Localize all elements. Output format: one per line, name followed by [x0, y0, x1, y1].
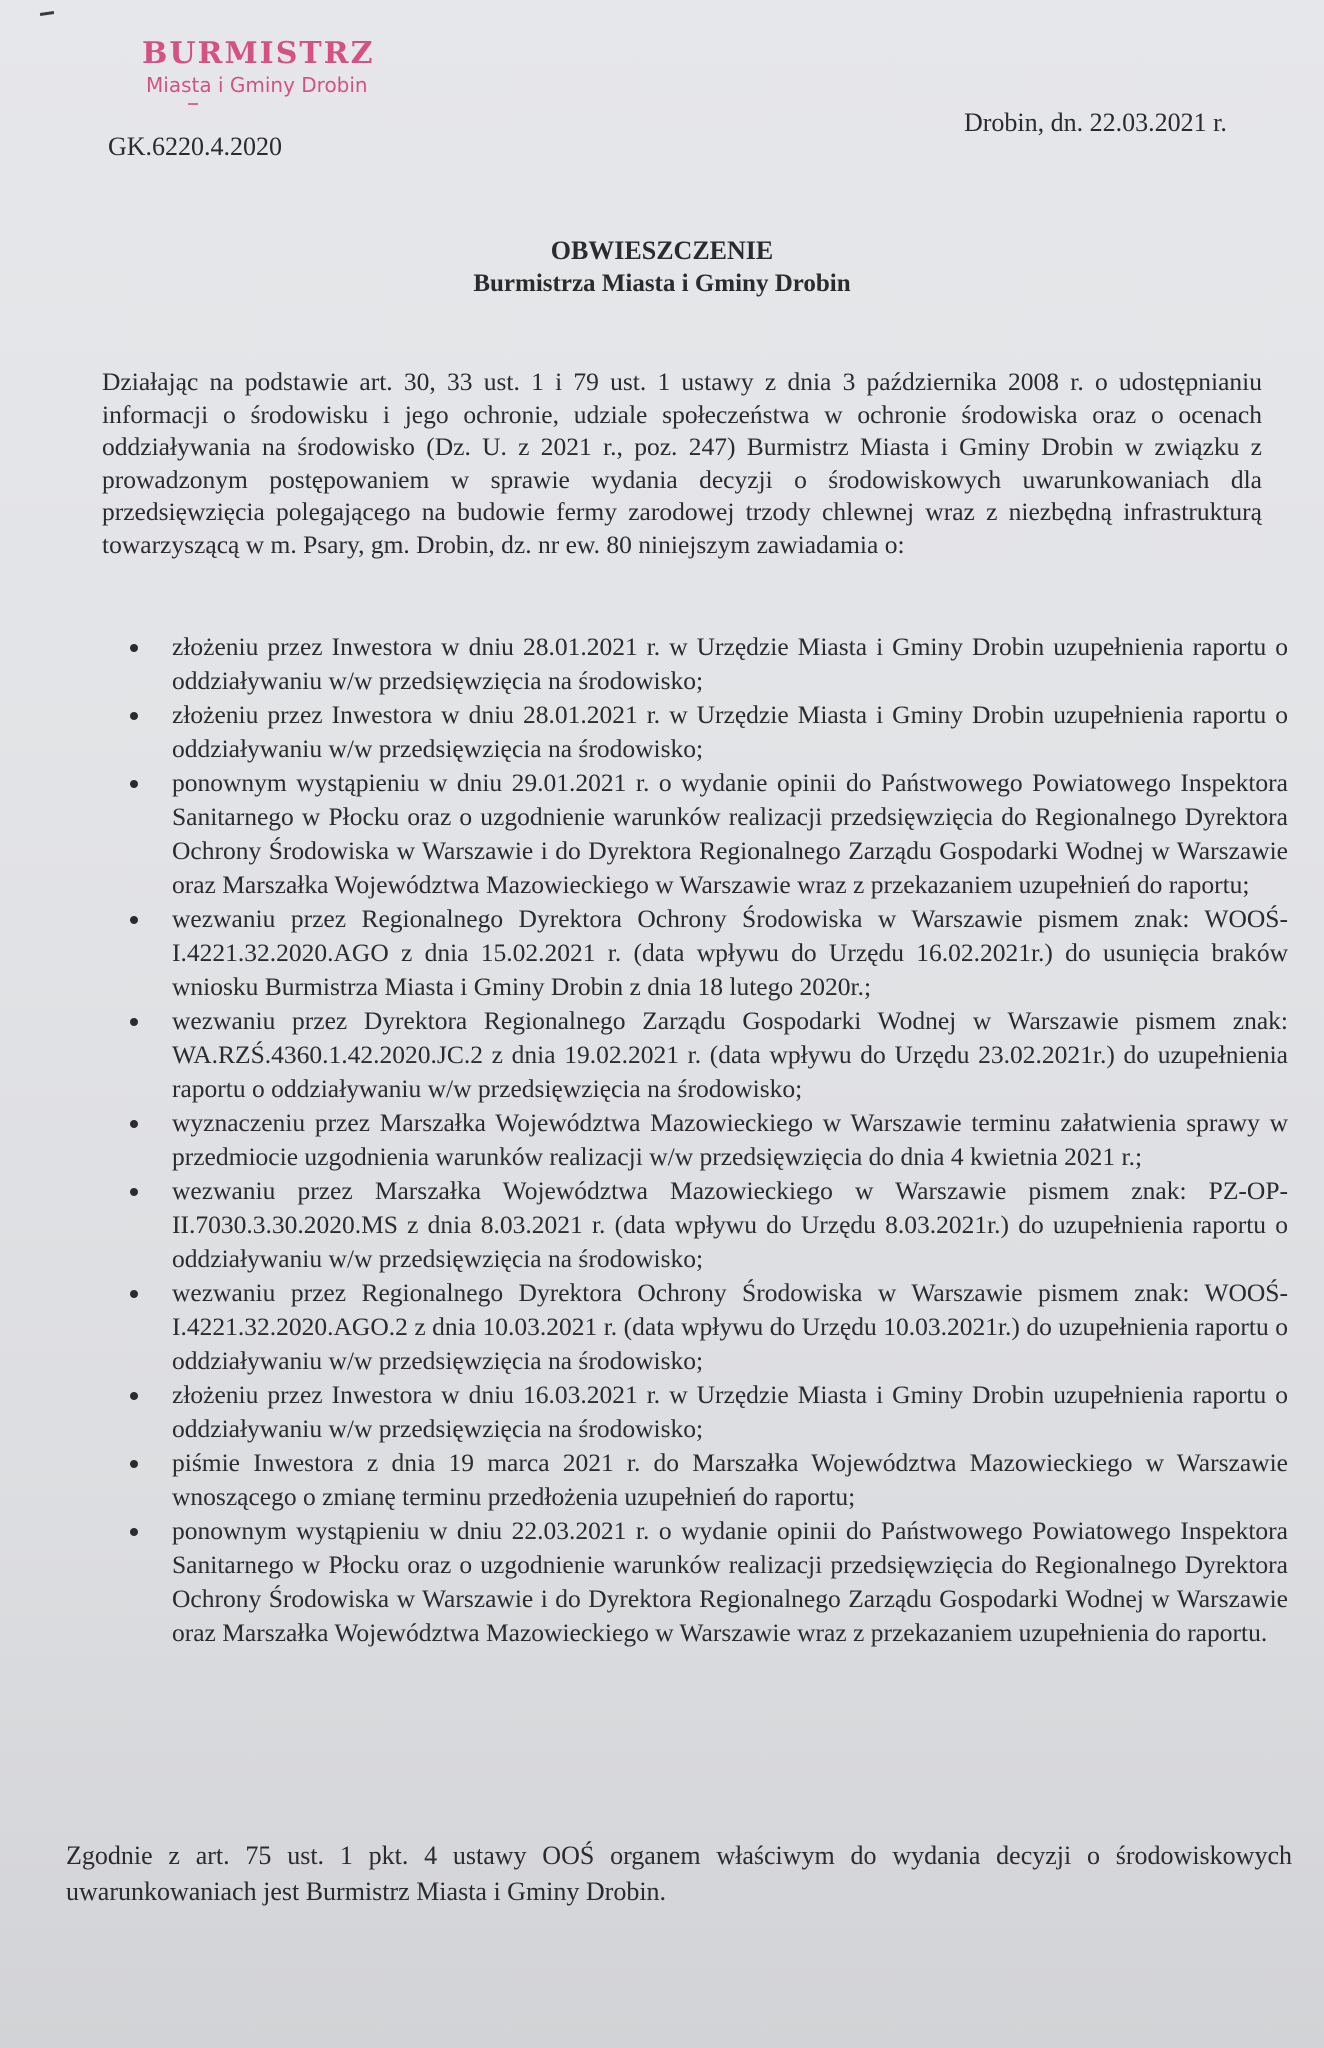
list-item	[172, 1106, 1288, 1174]
bullet-icon	[130, 644, 138, 652]
list-item-text: wyznaczeniu przez Marszałka Województwa Mazowieckiego w Warszawie terminu załatwienia sprawy w przedmiocie uzgodnienia warunków realizacji w/w przedsięwzięcia do dnia 4 kwietnia 2021 r.;	[172, 1108, 1288, 1171]
bullet-icon	[130, 1018, 138, 1026]
notice-list	[136, 630, 1288, 1650]
bullet-icon	[130, 780, 138, 788]
document-subtitle: Burmistrza Miasta i Gminy Drobin	[473, 270, 851, 297]
list-item-text: wezwaniu przez Dyrektora Regionalnego Zarządu Gospodarki Wodnej w Warszawie pismem znak: WA.RZŚ.4360.1.42.2020.JC.2 z dnia 19.02.2021 r. (data wpływu do Urzędu 23.02.2021r.) do uzupełnienia raportu o oddziaływaniu w/w przedsięwzięcia na środowisko;	[172, 1006, 1288, 1103]
list-item-text: wezwaniu przez Regionalnego Dyrektora Ochrony Środowiska w Warszawie pismem znak: WOOŚ-I.4221.32.2020.AGO.2 z dnia 10.03.2021 r. (data wpływu do Urzędu 10.03.2021r.) do uzupełnienia raportu o oddziaływaniu w/w przedsięwzięcia na środowisko;	[172, 1278, 1288, 1375]
bullet-icon	[130, 916, 138, 924]
list-item-text: wezwaniu przez Regionalnego Dyrektora Ochrony Środowiska w Warszawie pismem znak: WOOŚ-I.4221.32.2020.AGO z dnia 15.02.2021 r. (data wpływu do Urzędu 16.02.2021r.) do usunięcia braków wniosku Burmistrza Miasta i Gminy Drobin z dnia 18 lutego 2020r.;	[172, 904, 1288, 1001]
bullet-icon	[130, 1392, 138, 1400]
document-date: Drobin, dn. 22.03.2021 r.	[964, 108, 1227, 137]
bullet-icon	[130, 712, 138, 720]
list-item	[172, 1276, 1288, 1378]
bullet-icon	[130, 1188, 138, 1196]
list-item-text: piśmie Inwestora z dnia 19 marca 2021 r. do Marszałka Województwa Mazowieckiego w Warszawie wnoszącego o zmianę terminu przedłożenia uzupełnień do raportu;	[172, 1448, 1288, 1511]
stamp-line-1: BURMISTRZ	[142, 36, 375, 71]
stamp-dash	[188, 103, 198, 105]
list-item-text: złożeniu przez Inwestora w dniu 28.01.2021 r. w Urzędzie Miasta i Gminy Drobin uzupełnienia raportu o oddziaływaniu w/w przedsięwzięcia na środowisko;	[172, 632, 1288, 695]
stamp-line-2: Miasta i Gminy Drobin	[146, 73, 368, 97]
list-item	[172, 1174, 1288, 1276]
list-item-text: złożeniu przez Inwestora w dniu 16.03.2021 r. w Urzędzie Miasta i Gminy Drobin uzupełnienia raportu o oddziaływaniu w/w przedsięwzięcia na środowisko;	[172, 1380, 1288, 1443]
bullet-icon	[130, 1290, 138, 1298]
pen-mark	[40, 11, 54, 16]
bullet-icon	[130, 1120, 138, 1128]
reference-number: GK.6220.4.2020	[108, 132, 283, 161]
list-item	[172, 1004, 1288, 1106]
list-item	[172, 630, 1288, 698]
bullet-icon	[130, 1528, 138, 1536]
bullet-icon	[130, 1460, 138, 1468]
list-item-text: ponownym wystąpieniu w dniu 29.01.2021 r. o wydanie opinii do Państwowego Powiatowego Inspektora Sanitarnego w Płocku oraz o uzgodnienie warunków realizacji przedsięwzięcia do Regionalnego Dyrektora Ochrony Środowiska w Warszawie i do Dyrektora Regionalnego Zarządu Gospodarki Wodnej w Warszawie oraz Marszałka Województwa Mazowieckiego w Warszawie wraz z przekazaniem uzupełnień do raportu;	[172, 768, 1288, 899]
closing-paragraph: Zgodnie z art. 75 ust. 1 pkt. 4 ustawy OOŚ organem właściwym do wydania decyzji o środowiskowych uwarunkowaniach jest Burmistrz Miasta i Gminy Drobin.	[66, 1841, 1292, 1906]
list-item	[172, 698, 1288, 766]
list-item-text: wezwaniu przez Marszałka Województwa Mazowieckiego w Warszawie pismem znak: PZ-OP-II.7030.3.30.2020.MS z dnia 8.03.2021 r. (data wpływu do Urzędu 8.03.2021r.) do uzupełnienia raportu o oddziaływaniu w/w przedsięwzięcia na środowisko;	[172, 1176, 1288, 1273]
list-item-text: ponownym wystąpieniu w dniu 22.03.2021 r. o wydanie opinii do Państwowego Powiatowego Inspektora Sanitarnego w Płocku oraz o uzgodnienie warunków realizacji przedsięwzięcia do Regionalnego Dyrektora Ochrony Środowiska w Warszawie i do Dyrektora Regionalnego Zarządu Gospodarki Wodnej w Warszawie oraz Marszałka Województwa Mazowieckiego w Warszawie wraz z przekazaniem uzupełnienia do raportu.	[172, 1516, 1288, 1647]
list-item	[172, 902, 1288, 1004]
list-item	[172, 1514, 1288, 1650]
intro-paragraph: Działając na podstawie art. 30, 33 ust. 1 i 79 ust. 1 ustawy z dnia 3 października 2008 r. o udostępnianiu informacji o środowisku i jego ochronie, udziale społeczeństwa w ochronie środowiska oraz o ocenach oddziaływania na środowisko (Dz. U. z 2021 r., poz. 247) Burmistrz Miasta i Gminy Drobin w związku z prowadzonym postępowaniem w sprawie wydania decyzji o środowiskowych uwarunkowaniach dla przedsięwzięcia polegającego na budowie fermy zarodowej trzody chlewnej wraz z niezbędną infrastrukturą towarzyszącą w m. Psary, gm. Drobin, dz. nr ew. 80 niniejszym zawiadamia o:	[102, 367, 1262, 559]
list-item	[172, 1446, 1288, 1514]
document-title: OBWIESZCZENIE	[550, 236, 774, 265]
list-item	[172, 1378, 1288, 1446]
list-item-text: złożeniu przez Inwestora w dniu 28.01.2021 r. w Urzędzie Miasta i Gminy Drobin uzupełnienia raportu o oddziaływaniu w/w przedsięwzięcia na środowisko;	[172, 700, 1288, 763]
list-item	[172, 766, 1288, 902]
official-stamp	[142, 36, 375, 105]
